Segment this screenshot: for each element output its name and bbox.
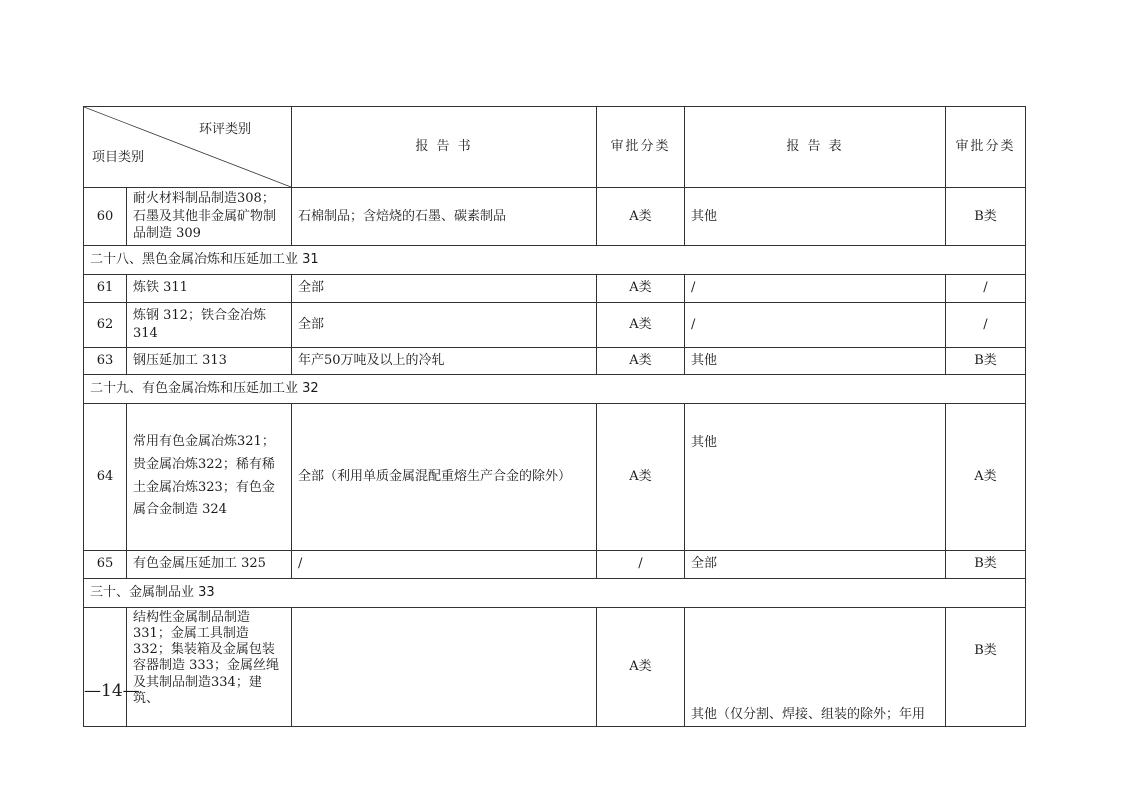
report-form-cell: 其他 <box>685 347 946 374</box>
report-form-cell: 其他 <box>685 403 946 550</box>
table-row <box>84 607 1026 726</box>
header-category-top: 环评类别 <box>198 122 251 137</box>
project-category: 结构性金属制品制造331；金属工具制造332；集装箱及金属包装容器制造 333；金属丝绳及其制品制造334；建筑、 <box>127 607 292 726</box>
classification-table <box>83 106 1026 727</box>
section-title: 二十八、黑色金属冶炼和压延加工业 31 <box>84 245 1026 274</box>
header-report-form: 报 告 表 <box>685 107 946 188</box>
header-approval-1: 审批分类 <box>597 107 685 188</box>
page-number: —14— <box>84 681 140 701</box>
table-row <box>84 274 1026 302</box>
row-number <box>84 607 127 726</box>
report-form-cell: / <box>685 302 946 347</box>
approval-1-cell: A类 <box>597 403 685 550</box>
project-category: 耐火材料制品制造308；石墨及其他非金属矿物制品制造 309 <box>127 188 292 246</box>
table-row <box>84 347 1026 374</box>
approval-1-cell: A类 <box>597 347 685 374</box>
approval-1-cell: A类 <box>597 188 685 246</box>
approval-1-cell: A类 <box>597 607 685 726</box>
diagonal-line <box>84 107 291 187</box>
approval-2-cell: B类 <box>946 550 1026 578</box>
approval-2-cell: / <box>946 274 1026 302</box>
row-number: 65 <box>84 550 127 578</box>
table-row <box>84 188 1026 246</box>
report-form-cell: / <box>685 274 946 302</box>
approval-2-cell: B类 <box>946 188 1026 246</box>
row-number: 62 <box>84 302 127 347</box>
project-category: 常用有色金属冶炼321；贵金属冶炼322；稀有稀土金属冶炼323；有色金属合金制造 324 <box>127 403 292 550</box>
table-row <box>84 302 1026 347</box>
approval-1-cell: A类 <box>597 302 685 347</box>
table-header-row <box>84 107 1026 188</box>
diagonal-header-cell <box>84 107 292 188</box>
table-row <box>84 403 1026 550</box>
approval-2-cell: B类 <box>946 347 1026 374</box>
header-report-book: 报 告 书 <box>292 107 597 188</box>
row-number: 61 <box>84 274 127 302</box>
report-form-cell: 全部 <box>685 550 946 578</box>
project-category: 炼铁 311 <box>127 274 292 302</box>
report-book-cell: 全部 <box>292 274 597 302</box>
report-book-cell: 全部 <box>292 302 597 347</box>
section-title: 三十、金属制品业 33 <box>84 578 1026 607</box>
row-number: 60 <box>84 188 127 246</box>
approval-2-cell: B类 <box>946 607 1026 726</box>
project-category: 炼钢 312；铁合金冶炼 314 <box>127 302 292 347</box>
approval-2-cell: / <box>946 302 1026 347</box>
report-book-cell: 石棉制品；含焙烧的石墨、碳素制品 <box>292 188 597 246</box>
row-number: 64 <box>84 403 127 550</box>
section-row <box>84 374 1026 403</box>
header-category-bottom: 项目类别 <box>92 150 145 166</box>
project-category: 钢压延加工 313 <box>127 347 292 374</box>
report-book-cell: 全部（利用单质金属混配重熔生产合金的除外） <box>292 403 597 550</box>
section-title: 二十九、有色金属冶炼和压延加工业 32 <box>84 374 1026 403</box>
table-row <box>84 550 1026 578</box>
report-form-cell: 其他（仅分割、焊接、组装的除外；年用 <box>685 607 946 726</box>
row-number: 63 <box>84 347 127 374</box>
approval-2-cell: A类 <box>946 403 1026 550</box>
approval-1-cell: / <box>597 550 685 578</box>
project-category: 有色金属压延加工 325 <box>127 550 292 578</box>
section-row <box>84 578 1026 607</box>
approval-1-cell: A类 <box>597 274 685 302</box>
report-form-cell: 其他 <box>685 188 946 246</box>
report-book-cell <box>292 607 597 726</box>
section-row <box>84 245 1026 274</box>
report-book-cell: 年产50万吨及以上的冷轧 <box>292 347 597 374</box>
header-approval-2: 审批分类 <box>946 107 1026 188</box>
report-book-cell: / <box>292 550 597 578</box>
